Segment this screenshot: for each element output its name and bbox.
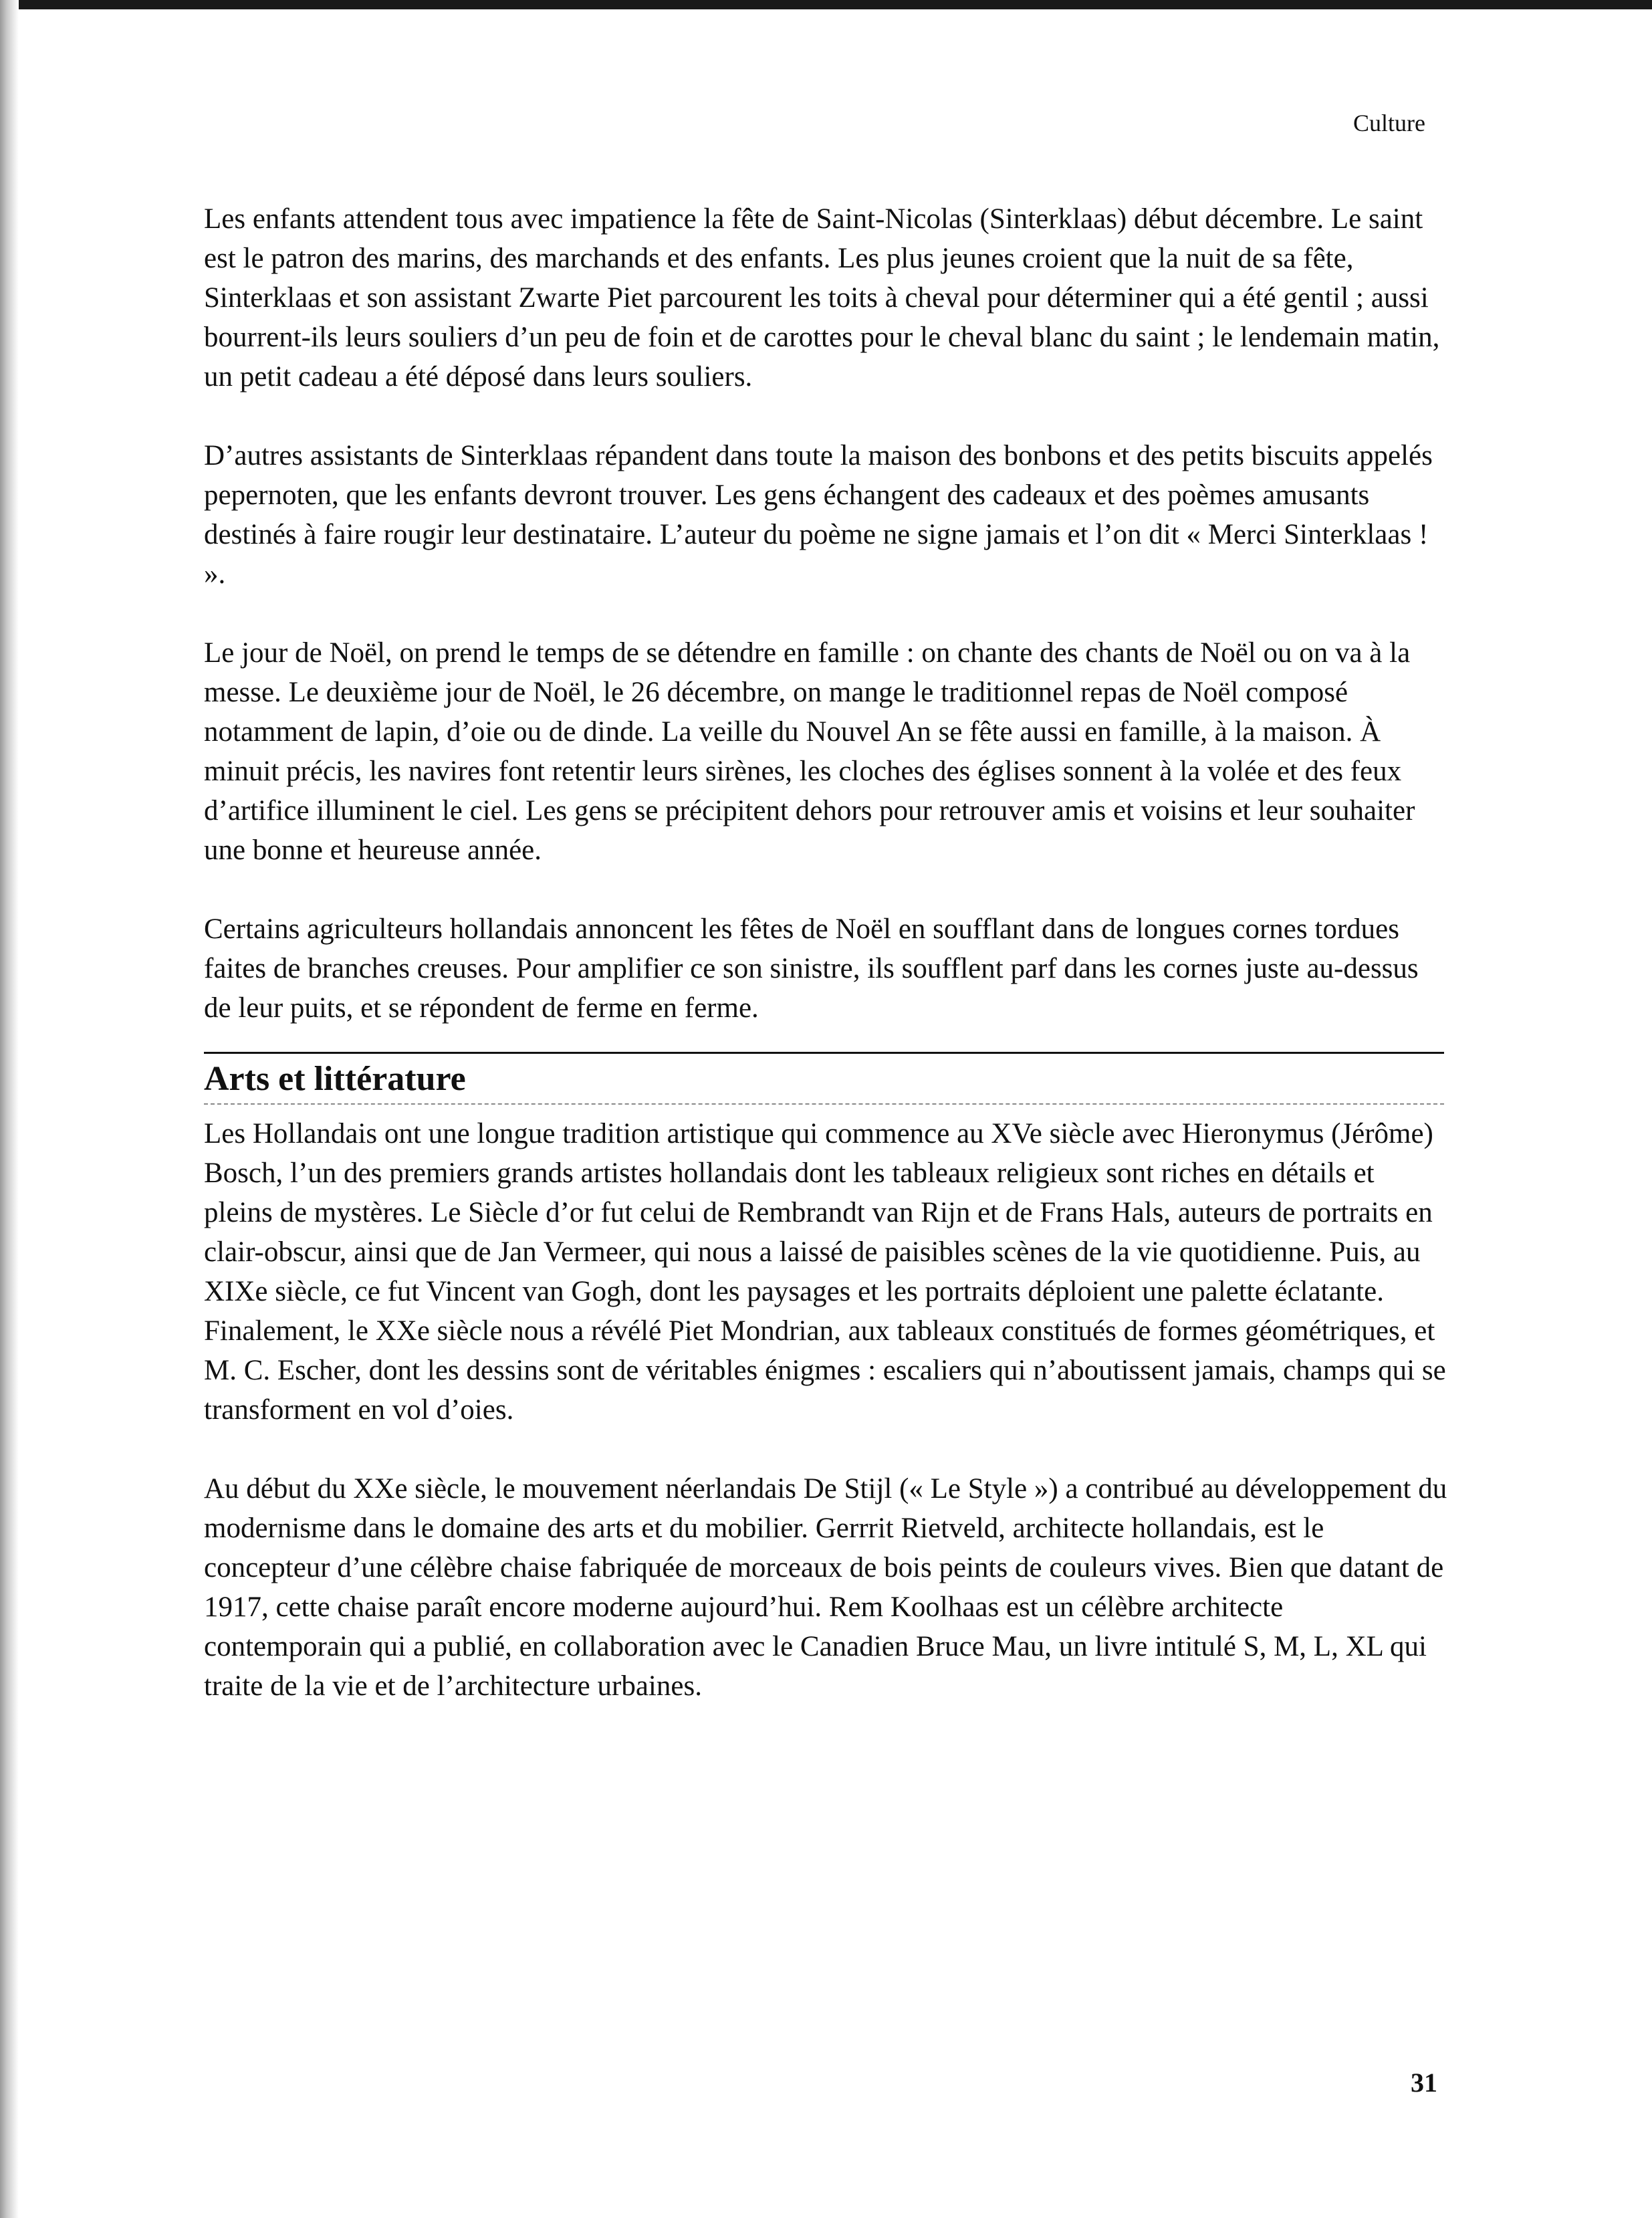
section-arts-litterature <box>204 1052 1447 1706</box>
page-body <box>204 199 1447 1706</box>
paragraph-sinterklaas: Les enfants attendent tous avec impatience la fête de Saint-Nicolas (Sinterklaas) début décembre. Le saint est le patron des marins, des marchands et des enfants. Les plus jeunes croient que la nuit de sa fête, Sinterklaas et son assistant Zwarte Piet parcourent les toits à cheval pour déterminer qui a été gentil ; aussi bourrent-ils leurs souliers d’un peu de foin et de carottes pour le cheval blanc du saint ; le lendemain matin, un petit cadeau a été déposé dans leurs souliers. <box>204 203 1440 393</box>
paragraph-cornes: Certains agriculteurs hollandais annoncent les fêtes de Noël en soufflant dans de longues cornes tordues faites de branches creuses. Pour amplifier ce son sinistre, ils soufflent parf dans les cornes juste au-dessus de leur puits, et se répondent de ferme en ferme. <box>204 913 1419 1024</box>
page-number: 31 <box>1411 2068 1437 2098</box>
paragraph-arts-tradition: Les Hollandais ont une longue tradition artistique qui commence au XVe siècle avec Hieronymus (Jérôme) Bosch, l’un des premiers grands artistes hollandais dont les tableaux religieux sont riches en détails et pleins de mystères. Le Siècle d’or fut celui de Rembrandt van Rijn et de Frans Hals, auteurs de portraits en clair-obscur, ainsi que de Jan Vermeer, qui nous a laissé de paisibles scènes de la vie quotidienne. Puis, au XIXe siècle, ce fut Vincent van Gogh, dont les paysages et les portraits déploient une palette éclatante. Finalement, le XXe siècle nous a révélé Piet Mondrian, aux tableaux constitués de formes géométriques, et M. C. Escher, dont les dessins sont de véritables énigmes : escaliers qui n’aboutissent jamais, champs qui se transforment en vol d’oies. <box>204 1118 1446 1426</box>
paragraph-de-stijl: Au début du XXe siècle, le mouvement néerlandais De Stijl (« Le Style ») a contribué au développement du modernisme dans le domaine des arts et du mobilier. Gerrrit Rietveld, architecte hollandais, est le concepteur d’une célèbre chaise fabriquée de morceaux de bois peints de couleurs vives. Bien que datant de 1917, cette chaise paraît encore moderne aujourd’hui. Rem Koolhaas est un célèbre architecte contemporain qui a publié, en collaboration avec le Canadien Bruce Mau, un livre intitulé S, M, L, XL qui traite de la vie et de l’architecture urbaines. <box>204 1473 1447 1702</box>
scan-edge-top <box>0 0 1652 9</box>
running-header: Culture <box>1353 110 1425 136</box>
section-top-rule <box>204 1052 1444 1054</box>
section-heading: Arts et littérature <box>204 1060 466 1098</box>
paragraph-pepernoten: D’autres assistants de Sinterklaas répandent dans toute la maison des bonbons et des petits biscuits appelés pepernoten, que les enfants devront trouver. Les gens échangent des cadeaux et des poèmes amusants destinés à faire rougir leur destinataire. L’auteur du poème ne signe jamais et l’on dit « Merci Sinterklaas ! ». <box>204 440 1433 590</box>
scan-edge-left <box>0 0 19 2218</box>
section-heading-underline <box>204 1103 1444 1105</box>
paragraph-noel: Le jour de Noël, on prend le temps de se détendre en famille : on chante des chants de Noël ou on va à la messe. Le deuxième jour de Noël, le 26 décembre, on mange le traditionnel repas de Noël composé notamment de lapin, d’oie ou de dinde. La veille du Nouvel An se fête aussi en famille, à la maison. À minuit précis, les navires font retentir leurs sirènes, les cloches des églises sonnent à la volée et des feux d’artifice illuminent le ciel. Les gens se précipitent dehors pour retrouver amis et voisins et leur souhaiter une bonne et heureuse année. <box>204 637 1415 866</box>
